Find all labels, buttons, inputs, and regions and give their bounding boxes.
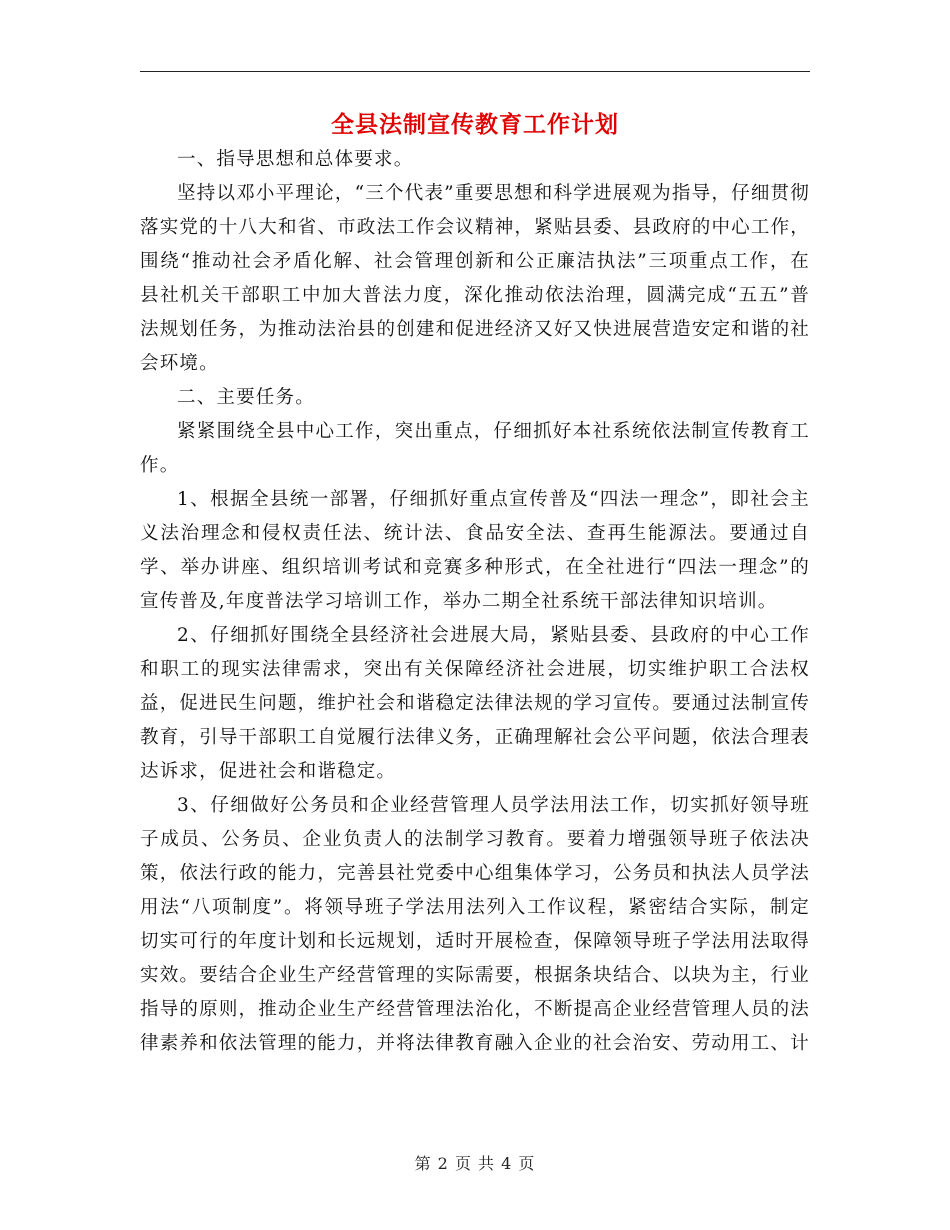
paragraph: 1、根据全县统一部署，仔细抓好重点宣传普及“四法一理念”，即社会主义法治理念和侵权责任法、统计法、食品安全法、查再生能源法。要通过自学、举办讲座、组织培训考试和竞赛多种形式，在全社进行“四法一理念”的宣传普及,年度普法学习培训工作，举办二期全社系统干部法律知识培训。 bbox=[140, 489, 810, 612]
document-title: 全县法制宣传教育工作计划 bbox=[331, 111, 619, 138]
paragraph: 二、主要任务。 bbox=[177, 387, 315, 408]
paragraph: 3、仔细做好公务员和企业经营管理人员学法用法工作，切实抓好领导班子成员、公务员、企业负责人的法制学习教育。要着力增强领导班子依法决策，依法行政的能力，完善县社党委中心组集体学习，公务员和执法人员学法用法“八项制度”。将领导班子学法用法列入工作议程，紧密结合实际，制定切实可行的年度计划和长远规划，适时开展检查，保障领导班子学法用法取得实效。要结合企业生产经营管理的实际需要，根据条块结合、以块为主，行业指导的原则，推动企业生产经营管理法治化，不断提高企业经营管理人员的法律素养和依法管理的能力，并将法律教育融入企业的社会治安、劳动用工、计 bbox=[140, 795, 810, 1054]
paragraph: 一、指导思想和总体要求。 bbox=[177, 149, 414, 170]
paragraph: 2、仔细抓好围绕全县经济社会进展大局，紧贴县委、县政府的中心工作和职工的现实法律需求，突出有关保障经济社会进展，切实维护职工合法权益，促进民生问题，维护社会和谐稳定法律法规的学习宣传。要通过法制宣传教育，引导干部职工自觉履行法律义务，正确理解社会公平问题，依法合理表达诉求，促进社会和谐稳定。 bbox=[140, 625, 810, 782]
paragraph: 坚持以邓小平理论，“三个代表”重要思想和科学进展观为指导，仔细贯彻落实党的十八大和省、市政法工作会议精神，紧贴县委、县政府的中心工作，围绕“推动社会矛盾化解、社会管理创新和公正廉洁执法”三项重点工作，在县社机关干部职工中加大普法力度，深化推动依法治理，圆满完成“五五”普法规划任务，为推动法治县的创建和促进经济又好又快进展营造安定和谐的社会环境。 bbox=[140, 183, 810, 374]
header-rule bbox=[140, 71, 810, 72]
paragraph: 紧紧围绕全县中心工作，突出重点，仔细抓好本社系统依法制宣传教育工作。 bbox=[140, 421, 810, 476]
page-number-footer: 第 2 页 共 4 页 bbox=[414, 1154, 536, 1173]
document-body bbox=[140, 143, 810, 1061]
